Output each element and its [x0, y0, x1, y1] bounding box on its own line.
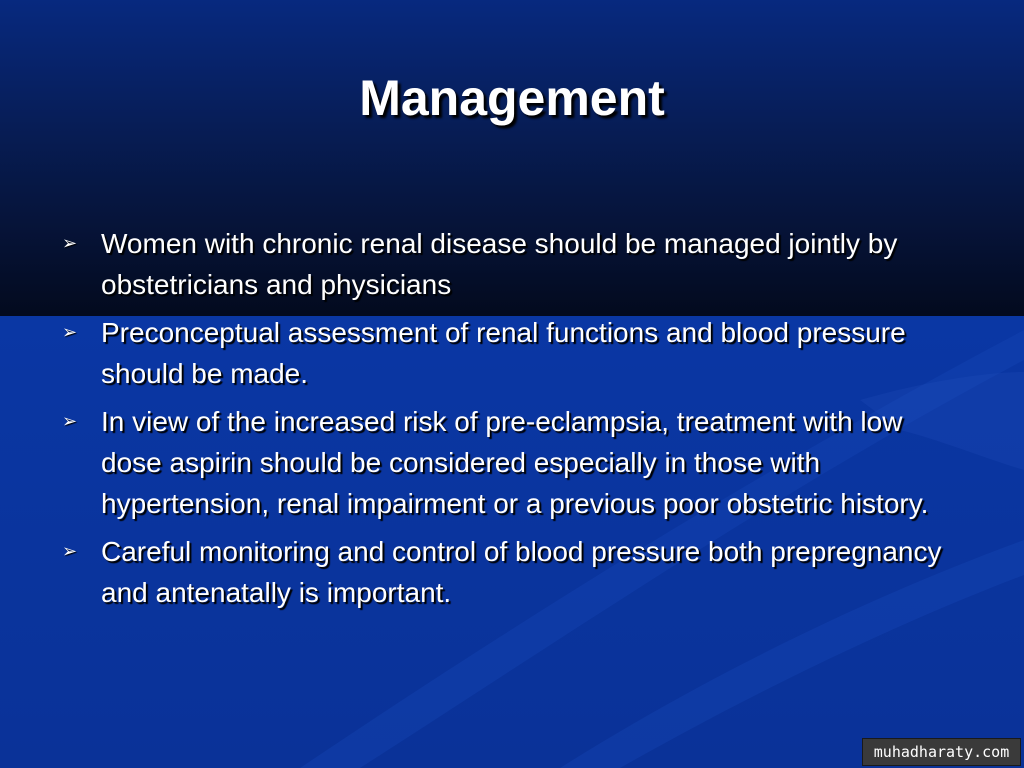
arrowhead-icon: ➢ — [62, 233, 78, 253]
list-item — [60, 223, 960, 305]
arrowhead-icon: ➢ — [62, 322, 78, 342]
arrowhead-icon: ➢ — [62, 541, 78, 561]
arrowhead-icon: ➢ — [62, 411, 78, 431]
bullet-text: Careful monitoring and control of blood pressure both prepregnancy and antenatally is important. — [101, 536, 942, 608]
bullet-list — [60, 223, 960, 620]
list-item — [60, 312, 960, 394]
watermark — [862, 738, 1021, 766]
slide-title: Management — [359, 70, 665, 126]
watermark-text: muhadharaty.com — [873, 743, 1010, 761]
bullet-text: Preconceptual assessment of renal functions and blood pressure should be made. — [101, 317, 906, 389]
list-item — [60, 401, 960, 524]
bullet-text: Women with chronic renal disease should be managed jointly by obstetricians and physicians — [101, 228, 898, 300]
bullet-text: In view of the increased risk of pre-eclampsia, treatment with low dose aspirin should be considered especially in those with hypertension, renal impairment or a previous poor obstetric history. — [101, 406, 929, 519]
list-item — [60, 531, 960, 613]
